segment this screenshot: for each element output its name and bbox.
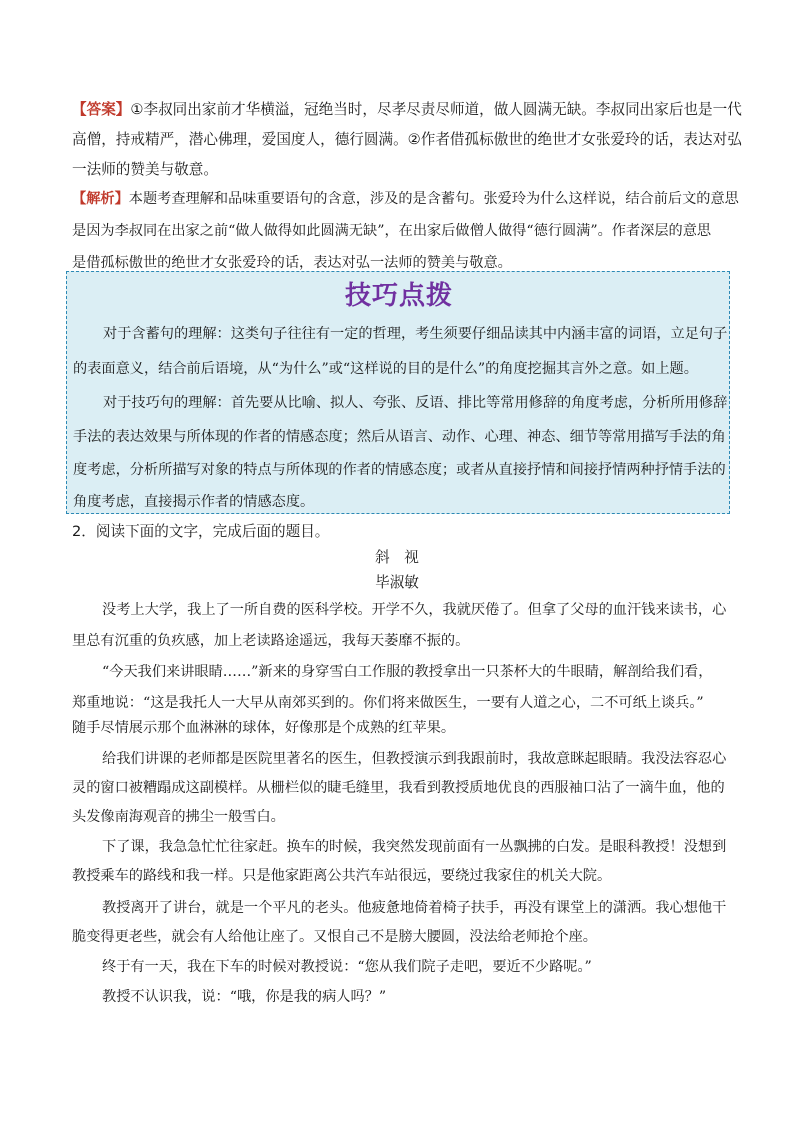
article-line: 下了课，我急急忙忙往家赶。换车的时候，我突然发现前面有一丛飘拂的白发。是眼科教授！没想到 <box>102 839 727 855</box>
article-line: 头发像南海观音的拂尘一般雪白。 <box>72 809 285 825</box>
analysis-line-3: 是借孤标傲世的绝世才女张爱玲的话，表达对弘一法师的赞美与敬意。 <box>72 255 512 271</box>
article-title: 斜 视 <box>375 549 419 566</box>
tips-line-2: 的表面意义，结合前后语境，从“为什么”或“这样说的目的是什么”的角度挖掘其言外之意。如上题。 <box>73 361 698 377</box>
article-line: “今天我们来讲眼睛……”新来的身穿雪白工作服的教授拿出一只茶杯大的牛眼睛，解剖给我们看， <box>102 664 713 680</box>
tips-line-6: 角度考虑，直接揭示作者的情感态度。 <box>73 494 315 510</box>
article-line: 给我们讲课的老师都是医院里著名的医生，但教授演示到我跟前时，我故意眯起眼睛。我没法容忍心 <box>102 751 727 767</box>
article-line: 没考上大学，我上了一所自费的医科学校。开学不久，我就厌倦了。但拿了父母的血汗钱来读书，心 <box>102 602 727 618</box>
question-prompt: 2．阅读下面的文字，完成后面的题目。 <box>72 523 330 540</box>
analysis-tag: 【解析】 <box>72 191 129 207</box>
answer-line-1: 【答案】①李叔同出家前才华横溢，冠绝当时，尽孝尽责尽师道，做人圆满无缺。李叔同出家后也是一代 <box>72 101 742 118</box>
article-line: 教授不认识我，说：“哦，你是我的病人吗？” <box>102 989 387 1005</box>
answer-tag: 【答案】 <box>72 101 131 118</box>
answer-line-2: 高僧，持戒精严，潜心佛理，爱国度人，德行圆满。②作者借孤标傲世的绝世才女张爱玲的话，表达对弘 <box>72 131 742 148</box>
tips-line-1: 对于含蓄句的理解：这类句子往往有一定的哲理，考生须要仔细品读其中内涵丰富的词语，立足句子 <box>103 326 728 342</box>
answer-line-3: 一法师的赞美与敬意。 <box>72 161 218 178</box>
article-line: 终于有一天，我在下车的时候对教授说：“您从我们院子走吧，要近不少路呢。” <box>102 959 592 975</box>
article-line: 随手尽情展示那个血淋淋的球体，好像那是个成熟的红苹果。 <box>72 720 456 736</box>
tips-box <box>66 271 730 514</box>
article-line: 教授乘车的路线和我一样。只是他家距离公共汽车站很远，要绕过我家住的机关大院。 <box>72 868 612 884</box>
analysis-line-1: 【解析】本题考查理解和品味重要语句的含意，涉及的是含蓄句。张爱玲为什么这样说，结合前后文的意思 <box>72 191 739 207</box>
article-line: 郑重地说：“这是我托人一大早从南郊买到的。你们将来做医生，一要有人道之心，二不可纸上谈兵。” <box>72 695 704 711</box>
tips-title: 技巧点拨 <box>344 281 453 311</box>
article-line: 灵的窗口被糟蹋成这副模样。从栅栏似的睫毛缝里，我看到教授质地优良的西服袖口沾了一滴牛血，他的 <box>72 780 725 796</box>
article-author: 毕淑敏 <box>375 574 419 591</box>
tips-line-3: 对于技巧句的理解：首先要从比喻、拟人、夸张、反语、排比等常用修辞的角度考虑，分析所用修辞 <box>103 395 728 411</box>
analysis-line-2: 是因为李叔同在出家之前“做人做得如此圆满无缺”，在出家后做僧人做得“德行圆满”。作者深层的意思 <box>72 223 712 239</box>
article-line: 里总有沉重的负疚感，加上老读路途遥远，我每天萎靡不振的。 <box>72 633 470 649</box>
article-line: 脆变得更老些，就会有人给他让座了。又恨自己不是膀大腰圆，没法给老师抢个座。 <box>72 929 597 945</box>
tips-line-5: 度考虑，分析所描写对象的特点与所体现的作者的情感态度；或者从直接抒情和间接抒情两种抒情手法的 <box>73 462 726 478</box>
article-line: 教授离开了讲台，就是一个平凡的老头。他疲惫地倚着椅子扶手，再没有课堂上的潇洒。我心想他干 <box>102 900 727 916</box>
tips-line-4: 手法的表达效果与所体现的作者的情感态度；然后从语言、动作、心理、神态、细节等常用描写手法的角 <box>73 429 726 445</box>
